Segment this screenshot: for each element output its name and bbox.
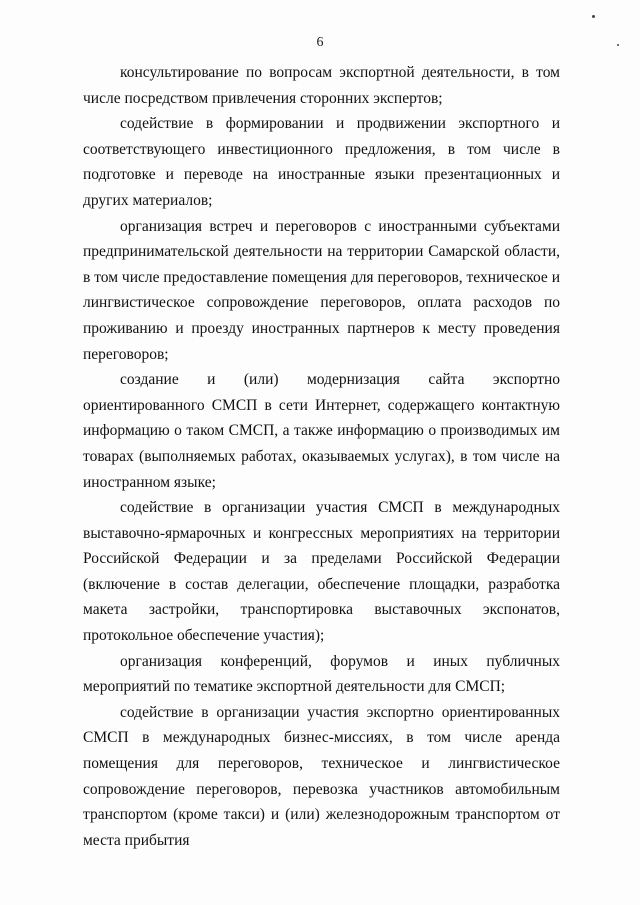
paragraph: организация встреч и переговоров с иностранными субъектами предпринимательской деятельности на территории Самарской области, в том числе предоставление помещения для переговоров, техническое и лингвистическое сопровождение переговоров, оплата расходов по проживанию и проезду иностранных партнеров к месту проведения переговоров; — [83, 217, 560, 363]
document-body — [83, 60, 560, 853]
paragraph: консультирование по вопросам экспортной деятельности, в том числе посредством привлечения сторонних экспертов; — [83, 64, 560, 107]
paragraph: содействие в формировании и продвижении экспортного и соответствующего инвестиционного предложения, в том числе в подготовке и переводе на иностранные языки презентационных и других материалов; — [83, 115, 560, 209]
page-number: 6 — [316, 35, 324, 50]
paragraph: содействие в организации участия СМСП в международных выставочно-ярмарочных и конгрессных мероприятиях на территории Российской Федерации и за пределами Российской Федерации (включение в состав делегации, обеспечение площадки, разработка макета застройки, транспортировка выставочных экспонатов, протокольное обеспечение участия); — [83, 499, 560, 645]
paragraph: организация конференций, форумов и иных публичных мероприятий по тематике экспортной деятельности для СМСП; — [83, 652, 560, 696]
scan-speck — [592, 15, 595, 18]
paragraph: содействие в организации участия экспортно ориентированных СМСП в международных бизнес-миссиях, в том числе аренда помещения для переговоров, техническое и лингвистическое сопровождение переговоров, перевозка участников автомобильным транспортом (кроме такси) и (или) железнодорожным транспортом от места прибытия — [83, 703, 560, 849]
paragraph: создание и (или) модернизация сайта экспортно ориентированного СМСП в сети Интернет, содержащего контактную информацию о таком СМСП, а также информацию о производимых им товарах (выполняемых работах, оказываемых услугах), в том числе на иностранном языке; — [83, 371, 560, 491]
